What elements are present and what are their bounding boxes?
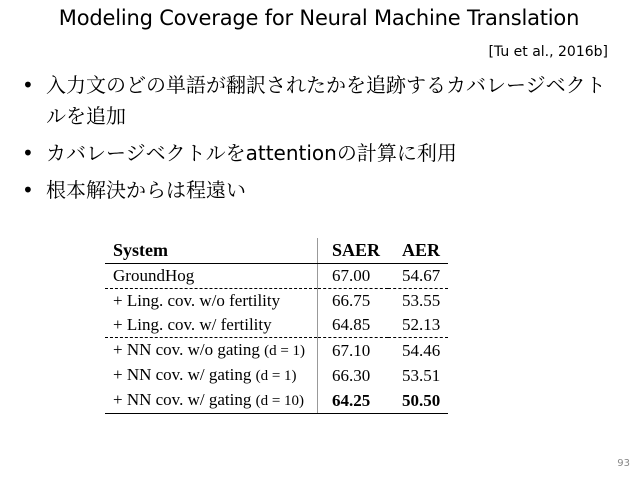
bullet-text: 入力文のどの単語が翻訳されたかを追跡するカバレージベクトルを追加 — [46, 73, 606, 128]
saer-cell: 66.30 — [332, 365, 371, 385]
system-cell — [105, 313, 318, 338]
table-row — [105, 289, 448, 314]
citation: [Tu et al., 2016b] — [488, 44, 608, 60]
table-row — [105, 313, 448, 338]
system-cell — [105, 388, 318, 414]
table-row — [105, 264, 448, 289]
aer-cell: 52.13 — [402, 315, 441, 334]
results-table — [105, 238, 448, 414]
table-row — [105, 338, 448, 364]
system-cell — [105, 289, 318, 314]
aer-cell: 53.51 — [402, 365, 441, 385]
system-name: + NN cov. w/ gating — [113, 390, 252, 409]
aer-cell: 53.55 — [388, 289, 448, 314]
saer-cell: 67.00 — [332, 266, 371, 285]
bullet-marker: • — [22, 141, 34, 165]
header-system: System — [105, 238, 318, 264]
system-cell — [105, 264, 318, 289]
bullet-item — [22, 70, 618, 132]
page-number: 93 — [617, 458, 630, 469]
saer-cell: 64.85 — [332, 315, 371, 334]
system-note: (d = 1) — [255, 368, 297, 384]
aer-cell: 54.67 — [402, 266, 441, 285]
system-cell — [105, 363, 318, 388]
system-note: (d = 10) — [255, 393, 305, 409]
saer-cell: 64.25 — [318, 388, 389, 414]
bullet-marker: • — [22, 178, 34, 202]
table-header-row — [105, 238, 448, 264]
bullet-text: 根本解決からは程遠い — [46, 178, 246, 202]
table-row — [105, 388, 448, 414]
aer-cell: 50.50 — [388, 388, 448, 414]
bullet-marker: • — [22, 73, 34, 97]
bullet-list — [22, 70, 618, 212]
system-name: + NN cov. w/o gating — [113, 340, 260, 359]
system-name: GroundHog — [113, 266, 195, 285]
saer-cell: 66.75 — [318, 289, 389, 314]
slide-title: Modeling Coverage for Neural Machine Translation — [58, 6, 580, 30]
system-note: (d = 1) — [264, 343, 306, 359]
system-cell — [105, 338, 318, 364]
header-aer: AER — [388, 238, 448, 264]
bullet-text: カバレージベクトルをattentionの計算に利用 — [46, 141, 457, 165]
bullet-item — [22, 138, 618, 169]
header-saer: SAER — [318, 238, 389, 264]
table-row — [105, 363, 448, 388]
saer-cell: 67.10 — [318, 338, 389, 364]
bullet-item — [22, 175, 618, 206]
aer-cell: 54.46 — [388, 338, 448, 364]
system-name: + NN cov. w/ gating — [113, 365, 252, 384]
system-name: + Ling. cov. w/ fertility — [113, 315, 272, 334]
system-name: + Ling. cov. w/o fertility — [113, 291, 281, 310]
